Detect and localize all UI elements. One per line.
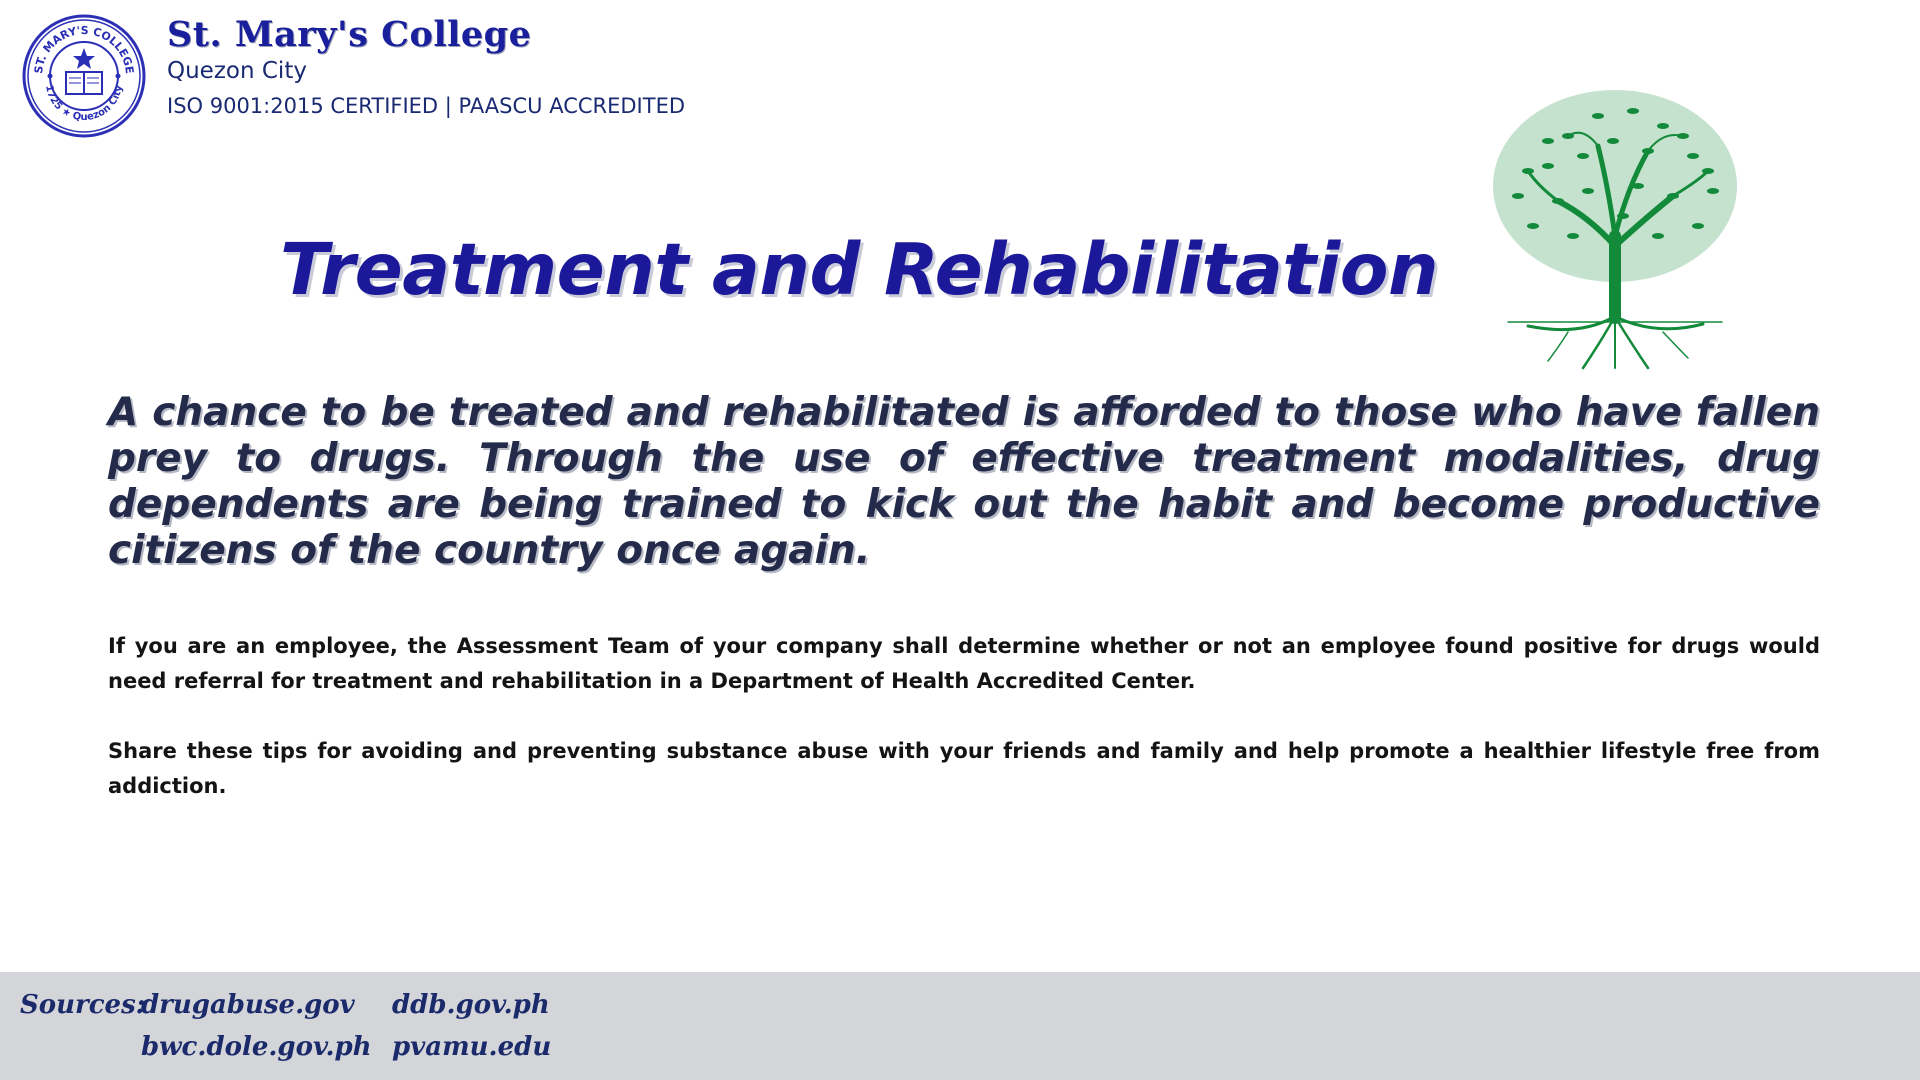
source-item: pvamu.edu <box>392 1032 552 1062</box>
tree-icon <box>1488 86 1742 372</box>
sources-footer <box>0 972 1920 1080</box>
svg-text:1725 ★ Quezon City: 1725 ★ Quezon City <box>43 84 125 124</box>
source-item: ddb.gov.ph <box>392 990 550 1020</box>
employee-paragraph: If you are an employee, the Assessment Team of your company shall determine whether or not an employee found positive for drugs would need referral for treatment and rehabilitation in a Department of Health Accredited Center. <box>108 634 1820 693</box>
sources-label: Sources: <box>20 990 146 1020</box>
college-name: St. Mary's College <box>167 14 532 55</box>
source-item: drugabuse.gov <box>141 990 355 1020</box>
college-seal-icon <box>20 12 148 140</box>
source-item: bwc.dole.gov.ph <box>141 1032 372 1062</box>
share-tips-paragraph: Share these tips for avoiding and preventing substance abuse with your friends and family and help promote a healthier lifestyle free from addiction. <box>108 739 1820 798</box>
page-title: Treatment and Rehabilitation <box>280 228 1439 311</box>
certification-line: ISO 9001:2015 CERTIFIED | PAASCU ACCREDITED <box>167 94 686 118</box>
college-city: Quezon City <box>167 58 307 84</box>
svg-text:ST. MARY'S COLLEGE: ST. MARY'S COLLEGE <box>31 23 137 75</box>
lead-paragraph: A chance to be treated and rehabilitated is afforded to those who have fallen prey to drugs. Through the use of effective treatment modalities, drug dependents are being trained to kick out the habit and become productive citizens of the country once again. <box>108 390 1820 573</box>
